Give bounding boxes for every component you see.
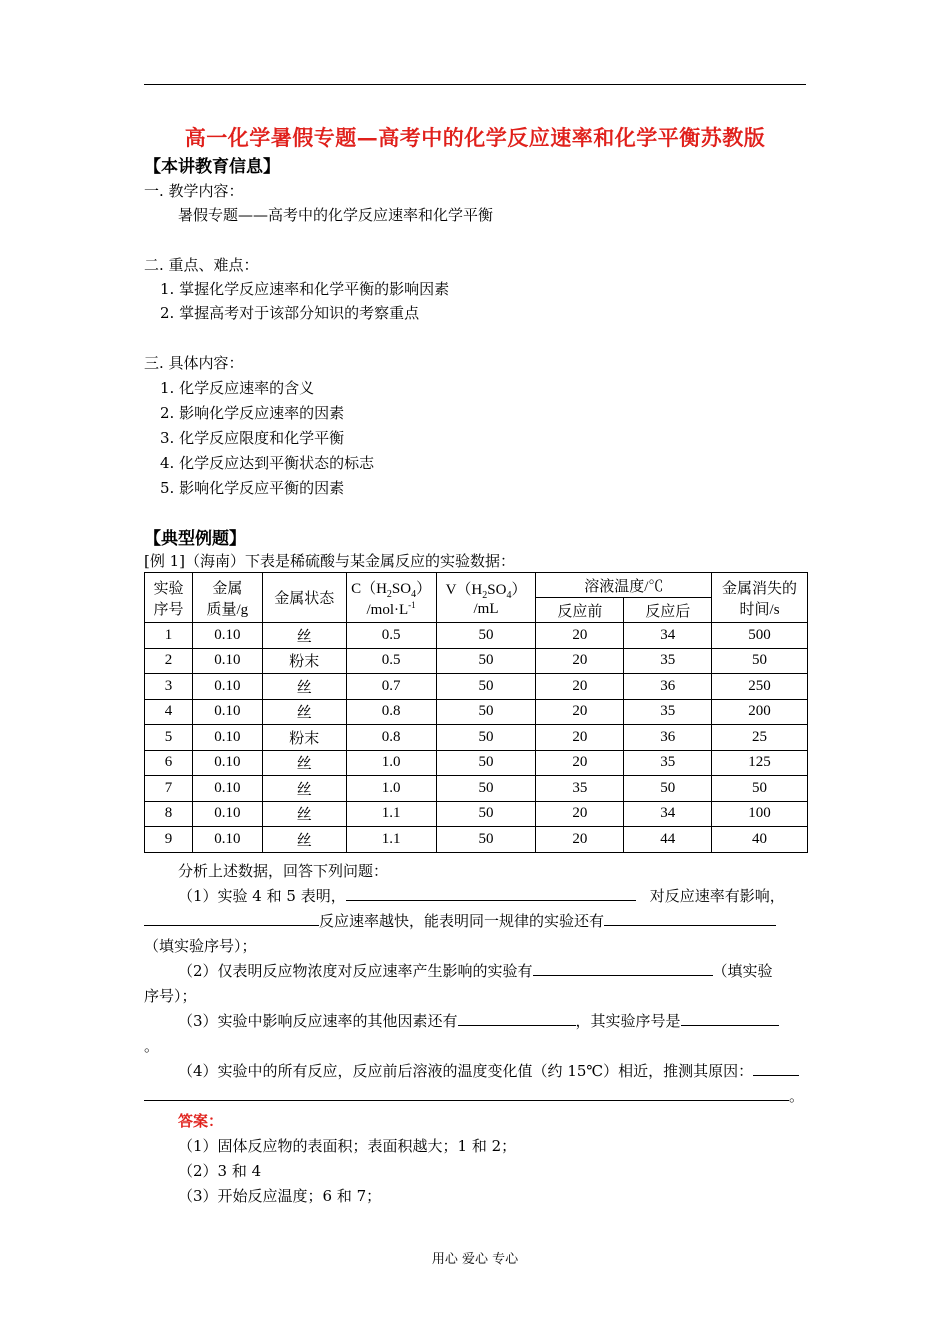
cell-temp-before: 35 [536, 776, 624, 802]
cell-state: 丝 [262, 674, 346, 700]
cell-state: 丝 [262, 776, 346, 802]
cell-no: 1 [145, 623, 193, 649]
header-rule [144, 84, 806, 85]
cell-state: 丝 [262, 699, 346, 725]
cell-state: 丝 [262, 750, 346, 776]
table-row [145, 623, 808, 649]
key-point-item: 2. 掌握高考对于该部分知识的考察重点 [160, 304, 420, 322]
cell-mass: 0.10 [192, 750, 262, 776]
examples-header: 【典型例题】 [144, 529, 246, 549]
cell-volume: 50 [436, 648, 536, 674]
table-row [145, 648, 808, 674]
cell-temp-before: 20 [536, 699, 624, 725]
question-1: （1）实验 4 和 5 表明， 对反应速率有影响， [178, 887, 785, 905]
cell-temp-before: 20 [536, 827, 624, 853]
cell-mass: 0.10 [192, 827, 262, 853]
header-after: 反应后 [624, 598, 712, 623]
cell-concentration: 0.8 [346, 699, 436, 725]
header-before: 反应前 [536, 598, 624, 623]
example-intro: [例 1]（海南）下表是稀硫酸与某金属反应的实验数据： [144, 552, 516, 570]
header-volume: $V(H_2SO_4)$ /mL [436, 573, 536, 623]
cell-time: 40 [712, 827, 808, 853]
cell-temp-after: 36 [624, 725, 712, 751]
cell-no: 4 [145, 699, 193, 725]
cell-concentration: 1.1 [346, 827, 436, 853]
detail-item: 5. 影响化学反应平衡的因素 [160, 479, 345, 497]
cell-temp-before: 20 [536, 623, 624, 649]
cell-time: 50 [712, 776, 808, 802]
cell-no: 5 [145, 725, 193, 751]
cell-temp-after: 35 [624, 750, 712, 776]
detail-item: 1. 化学反应速率的含义 [160, 379, 315, 397]
question-3-end: 。 [144, 1037, 160, 1055]
table-row [145, 801, 808, 827]
cell-concentration: 1.1 [346, 801, 436, 827]
question-1-cont: 反应速率越快，能表明同一规律的实验还有 [144, 910, 776, 931]
experiment-table [144, 572, 808, 853]
cell-time: 25 [712, 725, 808, 751]
cell-time: 200 [712, 699, 808, 725]
key-points-heading: 二. 重点、难点： [144, 256, 259, 274]
answer-blank[interactable] [144, 911, 319, 926]
cell-temp-before: 20 [536, 725, 624, 751]
cell-state: 粉末 [262, 725, 346, 751]
page-title: 高一化学暑假专题—高考中的化学反应速率和化学平衡苏教版 [184, 125, 766, 150]
answer-blank[interactable] [144, 1086, 789, 1101]
answer-blank[interactable] [753, 1061, 799, 1076]
cell-volume: 50 [436, 776, 536, 802]
question-3: （3）实验中影响反应速率的其他因素还有 ，其实验序号是 [178, 1010, 779, 1031]
cell-no: 3 [145, 674, 193, 700]
cell-state: 粉末 [262, 648, 346, 674]
cell-state: 丝 [262, 827, 346, 853]
cell-time: 500 [712, 623, 808, 649]
cell-mass: 0.10 [192, 699, 262, 725]
cell-concentration: 0.8 [346, 725, 436, 751]
cell-mass: 0.10 [192, 674, 262, 700]
answer-item: （1）固体反应物的表面积；表面积越大；1 和 2； [178, 1137, 517, 1155]
cell-concentration: 0.5 [346, 648, 436, 674]
cell-time: 250 [712, 674, 808, 700]
cell-volume: 50 [436, 827, 536, 853]
cell-temp-after: 50 [624, 776, 712, 802]
header-temperature: 溶液温度/℃ [536, 573, 712, 598]
cell-no: 7 [145, 776, 193, 802]
cell-volume: 50 [436, 623, 536, 649]
header-mass: 金属 质量/g [192, 573, 262, 623]
cell-time: 125 [712, 750, 808, 776]
info-header: 【本讲教育信息】 [144, 157, 280, 177]
cell-temp-after: 35 [624, 699, 712, 725]
question-2: （2）仅表明反应物浓度对反应速率产生影响的实验有 （填实验 [178, 962, 773, 980]
answer-blank[interactable] [604, 911, 776, 926]
answer-blank[interactable] [458, 1011, 576, 1026]
cell-mass: 0.10 [192, 623, 262, 649]
teaching-heading: 一. 教学内容： [144, 182, 244, 200]
header-state: 金属状态 [262, 573, 346, 623]
question-2-cont: 序号）； [144, 987, 197, 1005]
cell-mass: 0.10 [192, 725, 262, 751]
cell-state: 丝 [262, 623, 346, 649]
analysis-text: 分析上述数据，回答下列问题： [178, 862, 389, 880]
cell-volume: 50 [436, 750, 536, 776]
answer-blank[interactable] [346, 886, 636, 901]
cell-no: 9 [145, 827, 193, 853]
cell-volume: 50 [436, 674, 536, 700]
cell-temp-before: 20 [536, 750, 624, 776]
cell-state: 丝 [262, 801, 346, 827]
table-row [145, 827, 808, 853]
header-time: 金属消失的 时间/s [712, 573, 808, 623]
cell-temp-after: 34 [624, 623, 712, 649]
cell-volume: 50 [436, 725, 536, 751]
page-footer: 用心 爱心 专心 [431, 1252, 519, 1267]
answer-item: （2）3 和 4 [178, 1162, 262, 1180]
cell-temp-before: 20 [536, 801, 624, 827]
cell-temp-before: 20 [536, 674, 624, 700]
cell-no: 2 [145, 648, 193, 674]
table-row [145, 776, 808, 802]
header-no: 实验 序号 [145, 573, 193, 623]
header-concentration: $C(H_2SO_4)$ $/mol\cdot L^{-1}$ [346, 573, 436, 623]
cell-mass: 0.10 [192, 801, 262, 827]
answer-blank[interactable] [681, 1011, 779, 1026]
cell-temp-after: 34 [624, 801, 712, 827]
table-row [145, 699, 808, 725]
table-row [145, 750, 808, 776]
table-row [145, 674, 808, 700]
answer-blank[interactable] [533, 961, 713, 976]
cell-time: 50 [712, 648, 808, 674]
detail-item: 3. 化学反应限度和化学平衡 [160, 429, 345, 447]
cell-temp-after: 35 [624, 648, 712, 674]
detail-item: 2. 影响化学反应速率的因素 [160, 404, 345, 422]
cell-temp-after: 44 [624, 827, 712, 853]
cell-no: 6 [145, 750, 193, 776]
cell-concentration: 0.7 [346, 674, 436, 700]
question-4-cont: 。 [144, 1085, 804, 1106]
cell-mass: 0.10 [192, 648, 262, 674]
cell-volume: 50 [436, 699, 536, 725]
key-point-item: 1. 掌握化学反应速率和化学平衡的影响因素 [160, 280, 450, 298]
table-header-row [145, 573, 808, 598]
details-heading: 三. 具体内容： [144, 354, 244, 372]
question-4: （4）实验中的所有反应，反应前后溶液的温度变化值（约 15℃）相近，推测其原因： [178, 1060, 799, 1081]
cell-concentration: 0.5 [346, 623, 436, 649]
cell-temp-after: 36 [624, 674, 712, 700]
table-row [145, 725, 808, 751]
question-1-end: （填实验序号）； [144, 937, 257, 955]
answer-item: （3）开始反应温度；6 和 7； [178, 1187, 382, 1205]
detail-item: 4. 化学反应达到平衡状态的标志 [160, 454, 375, 472]
answer-label: 答案： [178, 1112, 224, 1130]
cell-temp-before: 20 [536, 648, 624, 674]
cell-mass: 0.10 [192, 776, 262, 802]
cell-no: 8 [145, 801, 193, 827]
cell-concentration: 1.0 [346, 750, 436, 776]
cell-concentration: 1.0 [346, 776, 436, 802]
cell-time: 100 [712, 801, 808, 827]
cell-volume: 50 [436, 801, 536, 827]
teaching-content: 暑假专题——高考中的化学反应速率和化学平衡 [178, 206, 494, 224]
